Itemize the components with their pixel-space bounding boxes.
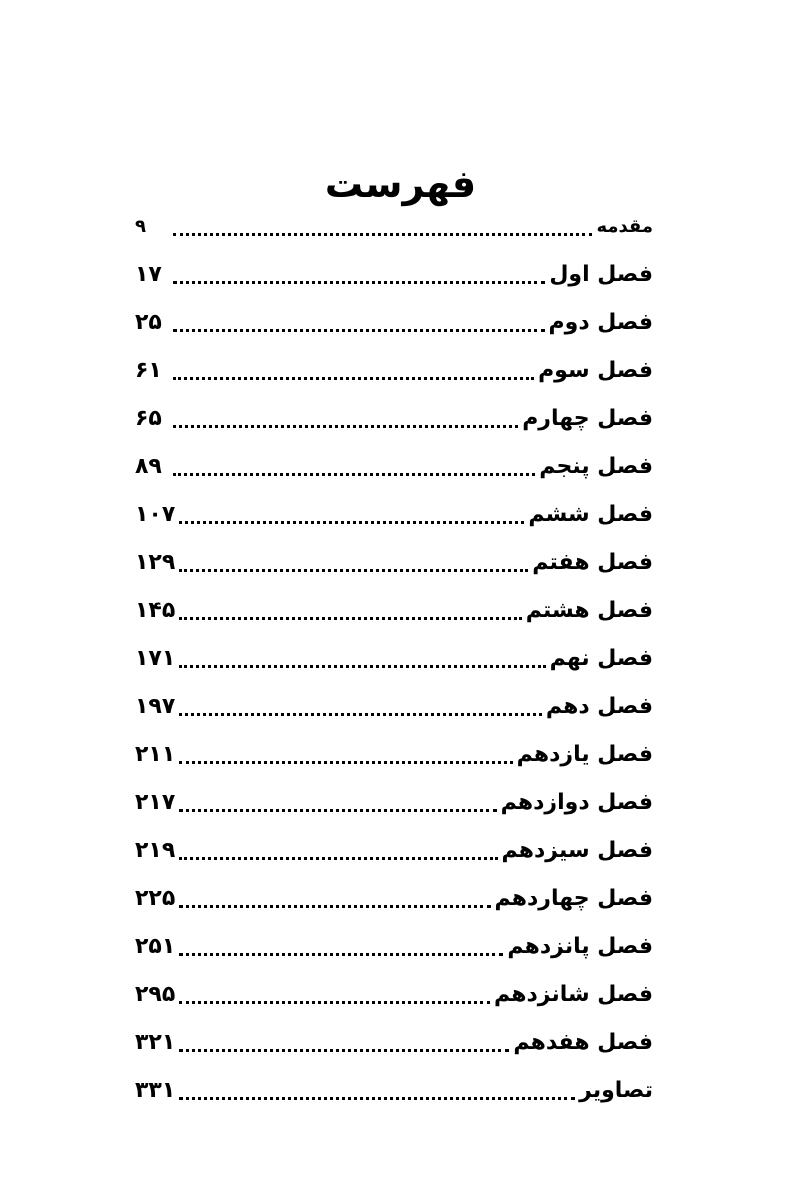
dot-leader [179,617,521,620]
toc-entry[interactable] [135,1058,653,1106]
toc-entry-label: فصل اول [549,262,653,287]
toc-entry[interactable] [135,866,653,914]
toc-entry-page-number: ۲۹۵ [135,982,176,1007]
toc-entry[interactable] [135,338,653,386]
toc-entry-label: مقدمه [596,216,653,237]
toc-entry-page-number: ۱۲۹ [135,550,176,575]
toc-list [135,206,653,1106]
dot-leader [179,905,490,908]
toc-entry[interactable] [135,818,653,866]
toc-entry-label: فصل پانزدهم [507,934,653,959]
dot-leader [173,329,545,332]
dot-leader [179,1097,575,1100]
toc-entry-page-number: ۱۷۱ [135,646,176,671]
dot-leader [173,233,592,236]
dot-leader [179,809,496,812]
toc-entry-label: تصاویر [579,1078,653,1103]
toc-entry-label: فصل یازدهم [516,742,653,767]
toc-entry-label: فصل شانزدهم [493,982,653,1007]
toc-entry[interactable] [135,290,653,338]
dot-leader [179,569,528,572]
toc-entry-label: فصل سیزدهم [501,838,653,863]
dot-leader [179,665,545,668]
toc-entry[interactable] [135,434,653,482]
toc-entry-page-number: ۲۱۷ [135,790,176,815]
dot-leader [179,953,503,956]
toc-entry-page-number: ۸۹ [135,454,162,479]
toc-title: فهرست [324,162,477,206]
toc-entry-page-number: ۹ [135,216,146,237]
toc-entry-page-number: ۶۱ [135,358,162,383]
toc-entry[interactable] [135,578,653,626]
toc-entry-label: فصل دوم [548,310,653,335]
toc-entry[interactable] [135,914,653,962]
dot-leader [173,473,535,476]
dot-leader [179,857,497,860]
toc-entry-label: فصل دوازدهم [500,790,653,815]
dot-leader [173,425,518,428]
toc-entry-label: فصل هفدهم [513,1030,653,1055]
toc-entry-page-number: ۱۰۷ [135,502,176,527]
toc-entry[interactable] [135,722,653,770]
toc-entry[interactable] [135,770,653,818]
toc-entry-page-number: ۱۹۷ [135,694,176,719]
toc-entry[interactable] [135,482,653,530]
toc-entry-page-number: ۶۵ [135,406,162,431]
toc-entry[interactable] [135,674,653,722]
toc-entry-page-number: ۳۲۱ [135,1030,176,1055]
toc-entry-page-number: ۱۴۵ [135,598,176,623]
toc-entry-label: فصل نهم [549,646,653,671]
toc-entry-page-number: ۲۵۱ [135,934,176,959]
toc-entry-label: فصل ششم [528,502,653,527]
toc-entry[interactable] [135,530,653,578]
dot-leader [179,1049,509,1052]
toc-entry-label: فصل هشتم [525,598,653,623]
toc-entry-page-number: ۲۱۱ [135,742,176,767]
dot-leader [179,521,524,524]
toc-entry-page-number: ۳۳۱ [135,1078,176,1103]
toc-entry[interactable] [135,206,653,242]
toc-entry-label: فصل دهم [545,694,653,719]
toc-entry[interactable] [135,626,653,674]
dot-leader [173,281,545,284]
toc-entry-label: فصل چهاردهم [494,886,653,911]
toc-entry[interactable] [135,242,653,290]
toc-entry-label: فصل هفتم [532,550,653,575]
toc-entry[interactable] [135,962,653,1010]
toc-entry-page-number: ۲۲۵ [135,886,176,911]
dot-leader [173,377,534,380]
toc-entry-label: فصل سوم [538,358,653,383]
toc-entry-label: فصل چهارم [522,406,653,431]
toc-entry[interactable] [135,386,653,434]
toc-entry-label: فصل پنجم [539,454,653,479]
dot-leader [179,761,512,764]
toc-entry-page-number: ۱۷ [135,262,162,287]
toc-entry[interactable] [135,1010,653,1058]
toc-entry-page-number: ۲۱۹ [135,838,176,863]
dot-leader [179,1001,490,1004]
toc-entry-page-number: ۲۵ [135,310,162,335]
dot-leader [179,713,542,716]
